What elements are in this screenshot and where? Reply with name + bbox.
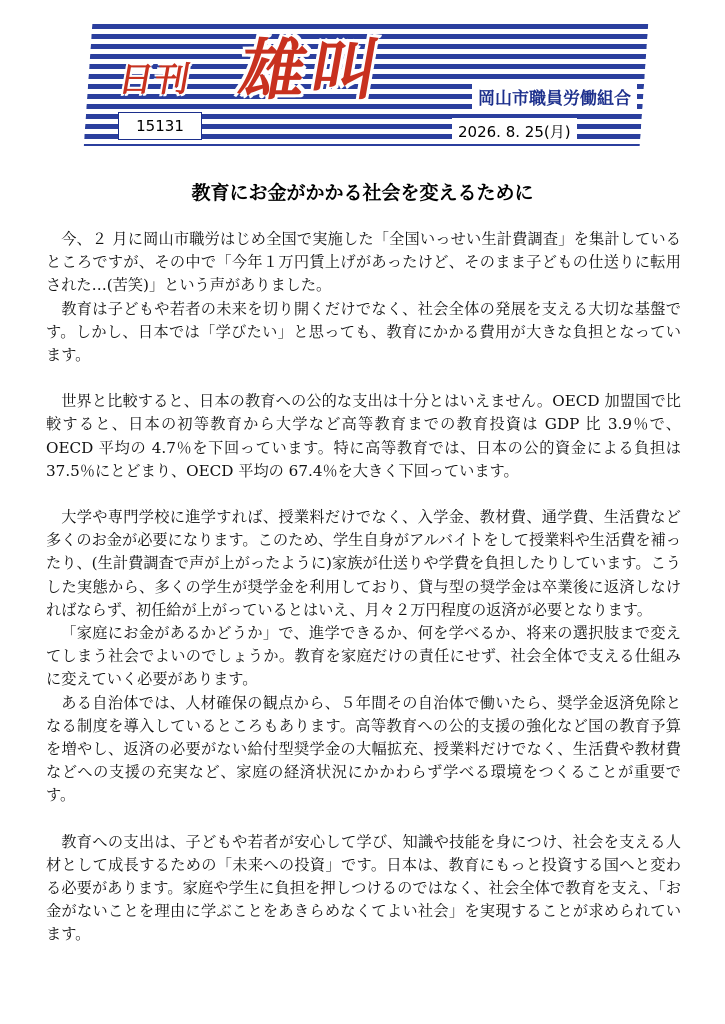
issue-number: 15131 [118,112,202,140]
paragraph-family-responsibility: 「家庭にお金があるかどうか」で、進学できるか、何を学べるか、将来の選択肢まで変えてしまう社会でよいのでしょうか。教育を家庭だけの責任にせず、社会全体で支える仕組みに変えていく必要があります。 [46,624,681,689]
article-body [46,228,681,947]
union-name: 岡山市職員労働組合 [472,82,637,111]
paragraph-oecd-comparison: 世界と比較すると、日本の教育への公的な支出は十分とはいえません。OECD 加盟国で比較すると、日本の初等教育から大学など高等教育までの教育投資は GDP 比 3.9％で、OECD 平均の 4.7％を下回っています。特に高等教育では、日本の公的資金による負担は 37.5％にとどまり、OECD 平均の 67.4％を大きく下回っています。 [46,392,681,480]
issue-date: 2026. 8. 25(月) [452,118,577,144]
masthead-title: 雄叫 [233,32,391,109]
masthead-title-small: 日刊 [115,60,195,100]
paragraph-municipal-example: ある自治体では、人材確保の観点から、５年間その自治体で働いたら、奨学金返済免除となる制度を導入しているところもあります。高等教育への公的支援の強化など国の教育予算を増やし、返済の必要がない給付型奨学金の大幅拡充、授業料だけでなく、生活費や教材費などへの支援の充実など、家庭の経済状況にかかわらず学べる環境をつくることが重要です。 [46,693,681,805]
paragraph-gap [46,367,681,390]
paragraph-gap [46,808,681,831]
paragraph-costs: 大学や専門学校に進学すれば、授業料だけでなく、入学金、教材費、通学費、生活費など多くのお金が必要になります。このため、学生自身がアルバイトをして授業料や生活費を補ったり、(生計費調査で声が上がったように)家族が仕送りや学費を負担したりしています。こうした実態から、多くの学生が奨学金を利用しており、貸与型の奨学金は卒業後に返済しなければならず、初任給が上がっているとはいえ、月々２万円程度の返済が必要となります。 [46,508,681,619]
paragraph-education-foundation: 教育は子どもや若者の未来を切り開くだけでなく、社会全体の発展を支える大切な基盤です。しかし、日本では「学びたい」と思っても、教育にかかる費用が大きな負担となっています。 [46,299,681,365]
paragraph-gap [46,483,681,506]
paragraph-intro: 今、２ 月に岡山市職労はじめ全国で実施した「全国いっせい生計費調査」を集計しているところですが、その中で「今年１万円賃上げがあったけど、そのまま子どもの仕送りに転用された…(苦笑)」という声がありました。 [46,230,681,295]
paragraph-conclusion: 教育への支出は、子どもや若者が安心して学び、知識や技能を身につけ、社会を支える人材として成長するための「未来への投資」です。日本は、教育にもっと投資する国へと変わる必要があります。家庭や学生に負担を押しつけるのではなく、社会全体で教育を支え、「お金がないことを理由に学ぶことをあきらめなくてよい社会」を実現することが求められています。 [46,832,681,944]
article-headline: 教育にお金がかかる社会を変えるために [191,182,534,204]
